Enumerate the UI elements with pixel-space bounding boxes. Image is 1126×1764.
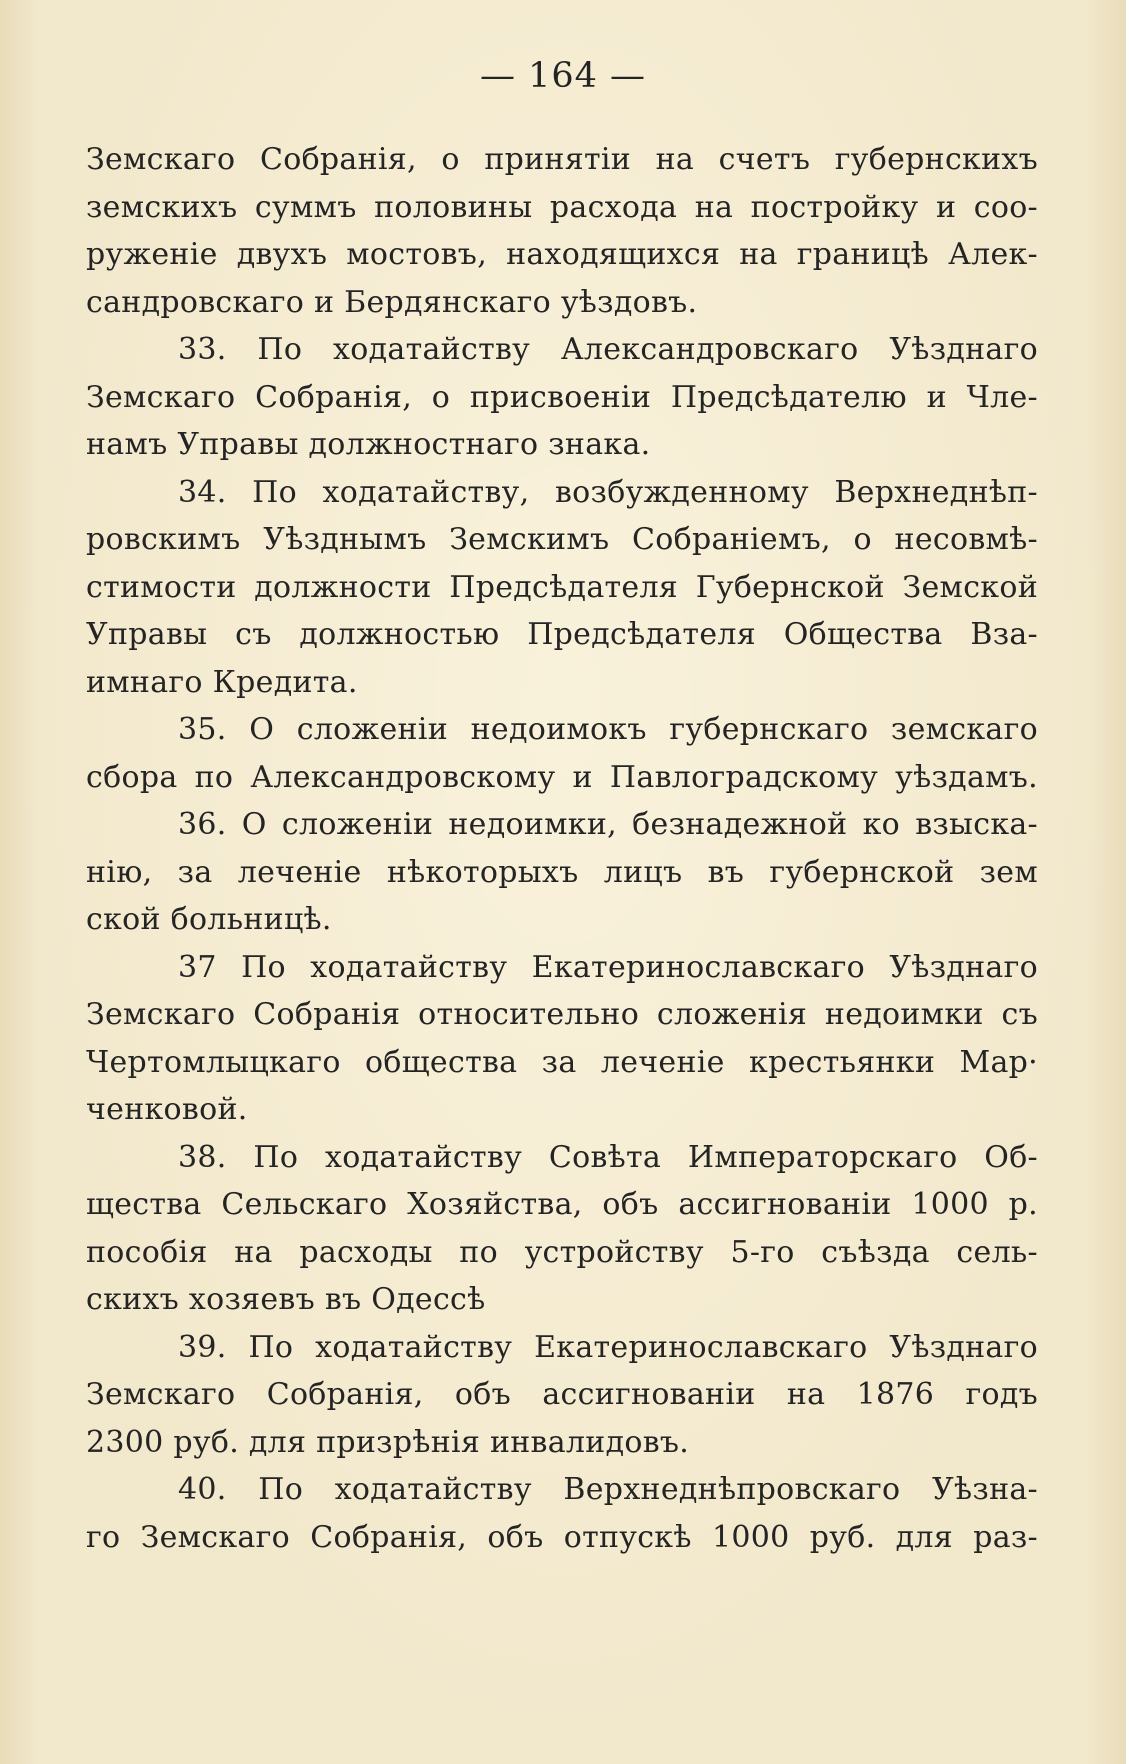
item-40-first-line: 40. По ходатайству Верхнеднѣпровскаго Уѣзна- <box>178 1472 1038 1507</box>
text-line: го Земскаго Собранія, объ отпускѣ 1000 руб. для раз- <box>86 1519 1038 1555</box>
text-line: Земскаго Собранія относительно сложенія недоимки съ <box>86 997 1038 1032</box>
text-line: Земскаго Собранія, о принятіи на счетъ губернскихъ <box>86 142 1038 177</box>
item-37-first-line: 37 По ходатайству Екатеринославскаго Уѣзднаго <box>178 949 1038 985</box>
text-line: пособія на расходы по устройству 5-го съѣзда сель- <box>86 1234 1038 1270</box>
item-33-first-line: 33. По ходатайству Александровскаго Уѣзднаго <box>178 332 1038 367</box>
item-35-first-line: 35. О сложеніи недоимокъ губернскаго земскаго <box>178 712 1038 747</box>
text-line: руженіе двухъ мостовъ, находящихся на границѣ Алек- <box>86 237 1038 272</box>
text-line: сандровскаго и Бердянскаго уѣздовъ. <box>86 284 698 320</box>
item-34-first-line: 34. По ходатайству, возбужденному Верхнеднѣп- <box>178 474 1038 510</box>
text-line: намъ Управы должностнаго знака. <box>86 427 651 462</box>
text-line: сбора по Александровскому и Павлоградскому уѣздамъ. <box>86 759 1038 795</box>
text-line: 2300 руб. для призрѣнія инвалидовъ. <box>86 1424 690 1460</box>
text-line: имнаго Кредита. <box>86 664 358 700</box>
body-text <box>86 136 1038 1561</box>
text-line: ской больницѣ. <box>86 902 332 937</box>
text-line: ченковой. <box>86 1092 248 1127</box>
text-line: Земскаго Собранія, о присвоеніи Предсѣдателю и Чле- <box>86 379 1038 415</box>
text-line: щества Сельскаго Хозяйства, объ ассигнованіи 1000 р. <box>86 1187 1038 1222</box>
text-line: Земскаго Собранія, объ ассигнованіи на 1876 годъ <box>86 1377 1038 1412</box>
text-line: скихъ хозяевъ въ Одессѣ <box>86 1282 486 1317</box>
page-number: — 164 — <box>479 56 647 96</box>
text-line: земскихъ суммъ половины расхода на постройку и соо- <box>86 189 1038 225</box>
text-line: Управы съ должностью Предсѣдателя Общества Вза- <box>86 617 1038 652</box>
text-line: Чертомлыцкаго общества за леченіе крестьянки Мар· <box>86 1044 1038 1080</box>
item-38-first-line: 38. По ходатайству Совѣта Императорскаго Об- <box>178 1139 1038 1175</box>
text-line: ровскимъ Уѣзднымъ Земскимъ Собраніемъ, о несовмѣ- <box>86 522 1038 557</box>
text-line: нію, за леченіе нѣкоторыхъ лицъ въ губернской зем <box>86 854 1038 890</box>
text-line: стимости должности Предсѣдателя Губернской Земской <box>86 569 1038 605</box>
item-39-first-line: 39. По ходатайству Екатеринославскаго Уѣзднаго <box>178 1329 1038 1365</box>
item-36-first-line: 36. О сложеніи недоимки, безнадежной ко взыска- <box>178 807 1038 842</box>
